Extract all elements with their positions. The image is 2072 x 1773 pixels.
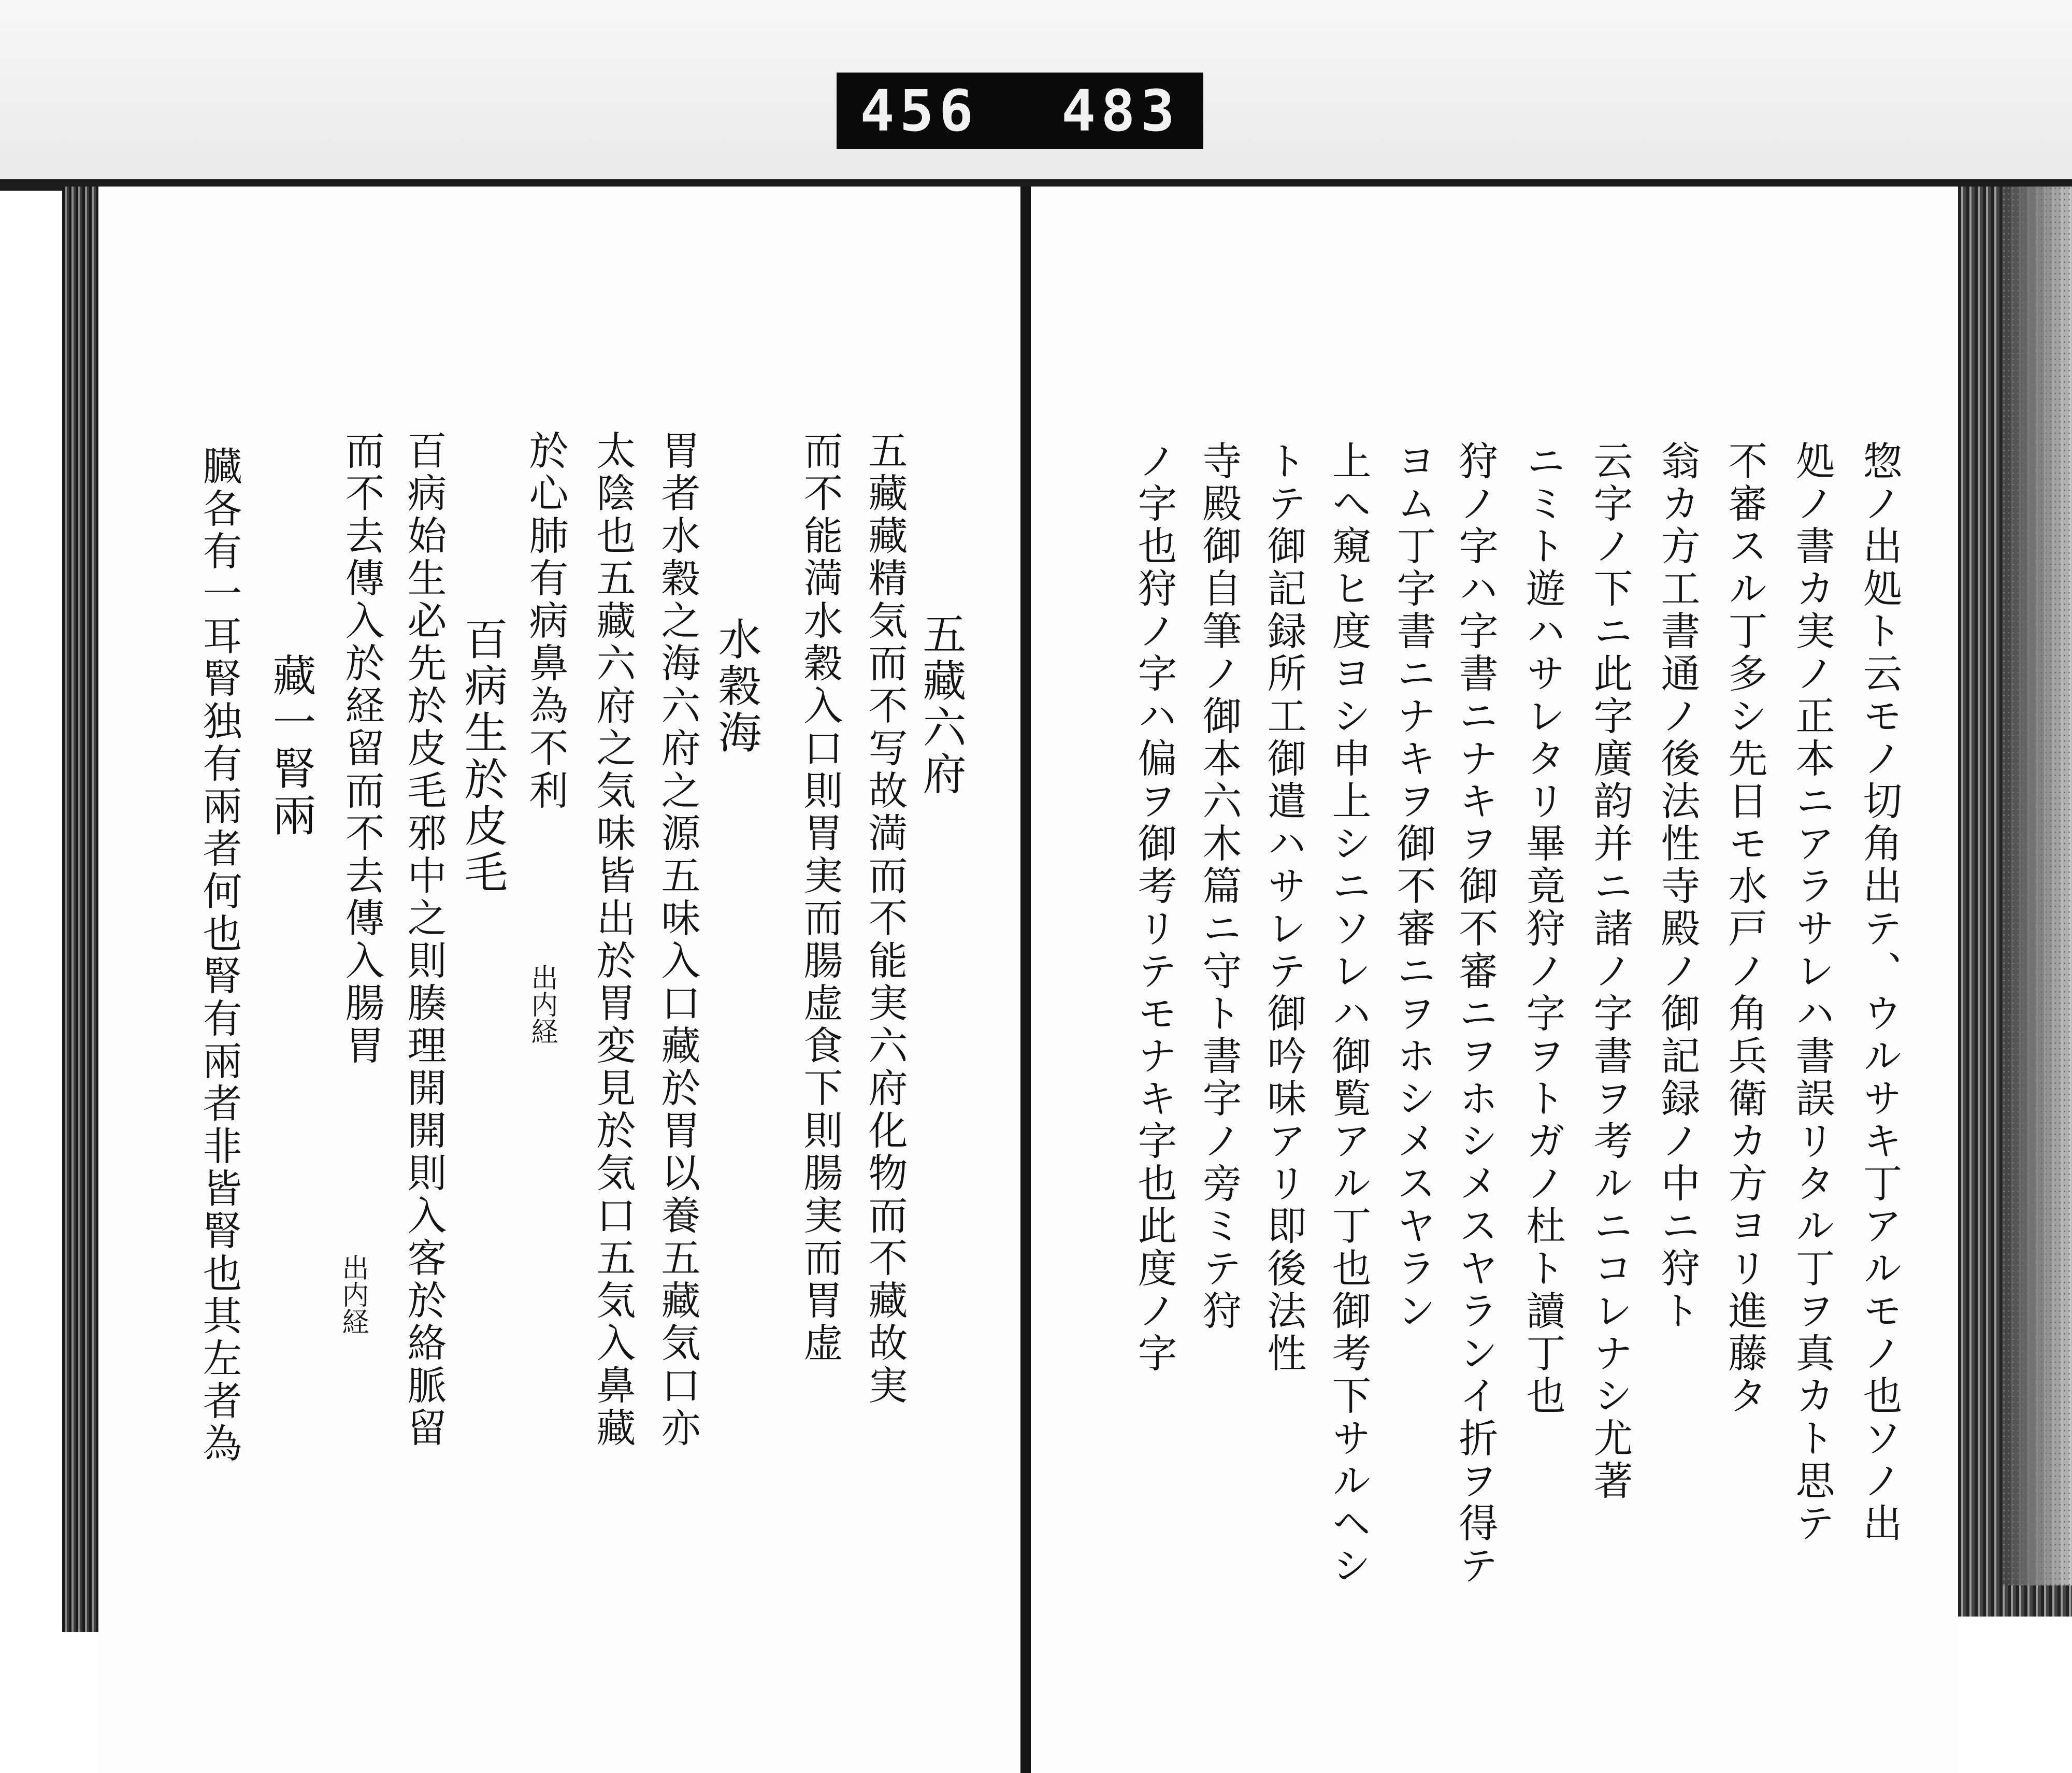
right-line-8: ヨム丁字書ニナキヲ御不審ニヲホシメスヤラン (1390, 440, 1436, 1333)
left-line-11: 藏一腎兩 (266, 653, 316, 839)
right-line-12: ノ字也狩ノ字ハ偏ヲ御考リテモナキ字也此度ノ字 (1131, 440, 1177, 1375)
right-line-7: 狩ノ字ハ字書ニナキヲ御不審ニヲホシメスヤランイ折ヲ得テ (1452, 440, 1499, 1588)
right-line-9: 上へ窺ヒ度ヨシ申上シニソレハ御覧アル丁也御考下サルヘシ (1326, 440, 1372, 1588)
left-line-7: 於心肺有病鼻為不利 (523, 430, 569, 812)
left-line-10: 而不去傳入於経留而不去傳入腸胃 (339, 430, 385, 1067)
right-line-10: トテ御記録所工御遣ハサレテ御吟味アリ即後法性 (1261, 440, 1307, 1375)
right-line-5: 云字ノ下ニ此字廣韵并ニ諸ノ字書ヲ考ルニコレナシ尤著 (1587, 440, 1633, 1503)
left-line-4: 水穀海 (711, 617, 762, 756)
right-line-6: ニミト遊ハサレタリ畢竟狩ノ字ヲトガノ杜ト讀丁也 (1520, 440, 1566, 1418)
left-line-5: 胃者水穀之海六府之源五味入口藏於胃以養五藏気口亦 (655, 430, 701, 1450)
left-line-12: 臓各有一耳腎独有兩者何也腎有兩者非皆腎也其左者為 (196, 446, 242, 1465)
frame-number-right: 483 (1061, 78, 1180, 144)
left-page (98, 187, 1020, 1773)
right-line-4: 翁カ方工書通ノ後法性寺殿ノ御記録ノ中ニ狩ト (1654, 440, 1701, 1333)
right-line-3: 不審スル丁多シ先日モ水戸ノ角兵衛カ方ヨリ進藤タ (1722, 440, 1768, 1418)
left-line-2: 五藏藏精気而不写故満而不能実六府化物而不藏故実 (862, 430, 908, 1407)
open-book (62, 187, 2010, 1773)
frame-number-label (837, 73, 1203, 149)
left-note-2: 出内経 (337, 1254, 368, 1335)
right-page (1031, 187, 1958, 1773)
left-note-1: 出内経 (526, 964, 557, 1045)
right-page-edge-shadow (2002, 187, 2072, 1585)
right-line-1: 惣ノ出処ト云モノ切角出テ、ウルサキ丁アルモノ也ソノ出 (1857, 440, 1903, 1545)
left-line-8: 百病生於皮毛 (457, 617, 508, 896)
left-line-6: 太陰也五藏六府之気味皆出於胃変見於気口五気入鼻藏 (590, 430, 636, 1450)
book-gutter (1020, 187, 1031, 1773)
left-line-1: 五藏六府 (916, 611, 967, 798)
left-page-edge (62, 187, 98, 1632)
left-line-3: 而不能満水穀入口則胃実而腸虚食下則腸実而胃虚 (797, 430, 843, 1365)
left-line-9: 百病始生必先於皮毛邪中之則腠理開開則入客於絡脈留 (401, 430, 447, 1450)
right-line-2: 処ノ書カ実ノ正本ニアラサレハ書誤リタル丁ヲ真カト思テ (1789, 440, 1835, 1545)
right-line-11: 寺殿御自筆ノ御本六木篇ニ守ト書字ノ旁ミテ狩 (1196, 440, 1242, 1333)
frame-number-left: 456 (860, 78, 979, 144)
